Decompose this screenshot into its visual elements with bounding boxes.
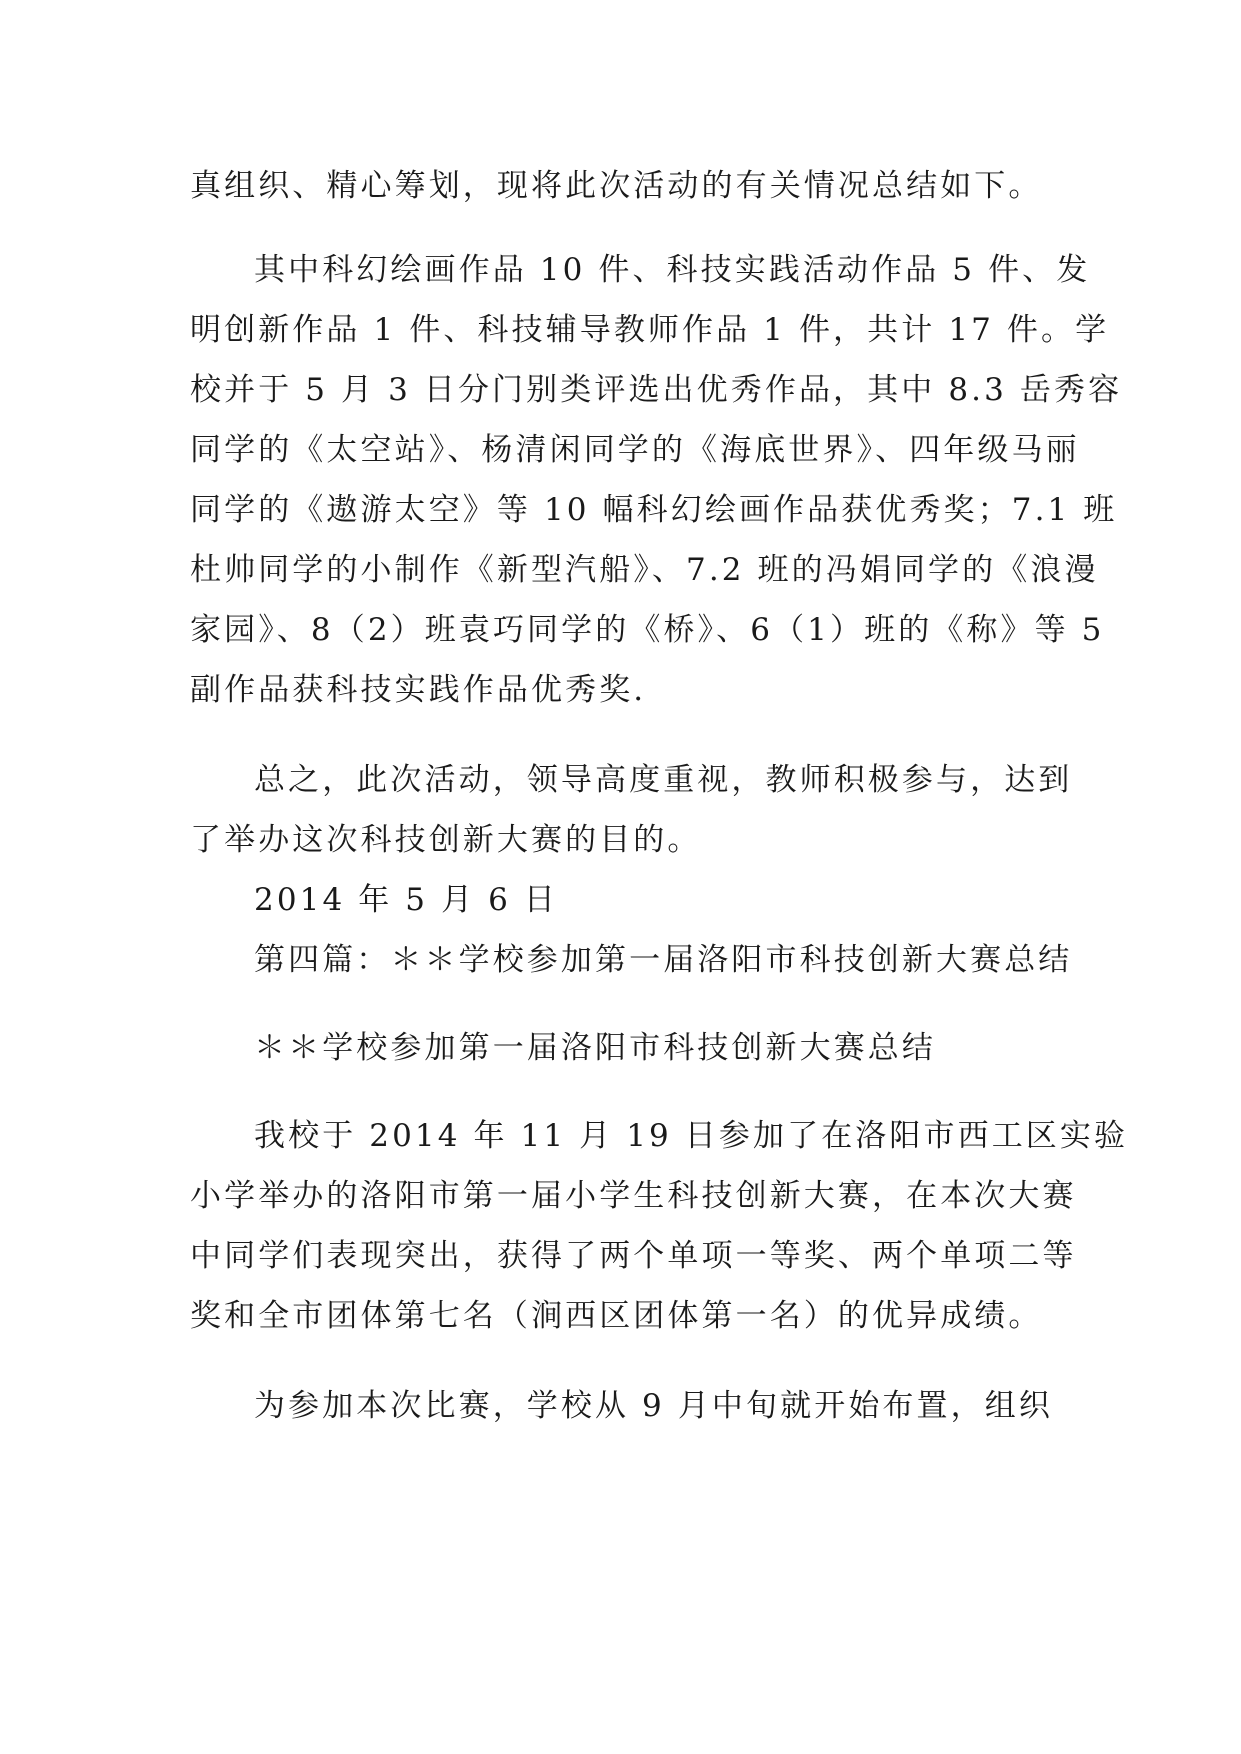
chapter-title: 第四篇：＊＊学校参加第一届洛阳市科技创新大赛总结 <box>254 942 1073 978</box>
text-line-9: 副作品获科技实践作品优秀奖. <box>190 672 647 708</box>
text-line-17: 中同学们表现突出，获得了两个单项一等奖、两个单项二等 <box>190 1238 1077 1274</box>
section-title: ＊＊学校参加第一届洛阳市科技创新大赛总结 <box>254 1030 936 1066</box>
text-line-1: 真组织、精心筹划，现将此次活动的有关情况总结如下。 <box>190 168 1043 204</box>
text-line-7: 杜帅同学的小制作《新型汽船》、7.2 班的冯娟同学的《浪漫 <box>190 552 1099 588</box>
text-line-4: 校并于 5 月 3 日分门别类评选出优秀作品，其中 8.3 岳秀容 <box>190 372 1123 408</box>
text-line-3: 明创新作品 1 件、科技辅导教师作品 1 件，共计 17 件。学 <box>190 312 1110 348</box>
text-line-19: 为参加本次比赛，学校从 9 月中旬就开始布置，组织 <box>254 1388 1053 1424</box>
text-line-10: 总之，此次活动，领导高度重视，教师积极参与，达到 <box>254 762 1073 798</box>
text-line-18: 奖和全市团体第七名（涧西区团体第一名）的优异成绩。 <box>190 1298 1043 1334</box>
text-line-11: 了举办这次科技创新大赛的目的。 <box>190 822 702 858</box>
text-line-2: 其中科幻绘画作品 10 件、科技实践活动作品 5 件、发 <box>254 252 1091 288</box>
date-line: 2014 年 5 月 6 日 <box>254 882 559 918</box>
text-line-6: 同学的《遨游太空》等 10 幅科幻绘画作品获优秀奖；7.1 班 <box>190 492 1118 528</box>
text-line-5: 同学的《太空站》、杨清闲同学的《海底世界》、四年级马丽 <box>190 432 1080 468</box>
text-line-8: 家园》、8（2）班袁巧同学的《桥》、6（1）班的《称》等 5 <box>190 612 1105 648</box>
text-line-15: 我校于 2014 年 11 月 19 日参加了在洛阳市西工区实验 <box>254 1118 1129 1154</box>
text-line-16: 小学举办的洛阳市第一届小学生科技创新大赛，在本次大赛 <box>190 1178 1077 1214</box>
